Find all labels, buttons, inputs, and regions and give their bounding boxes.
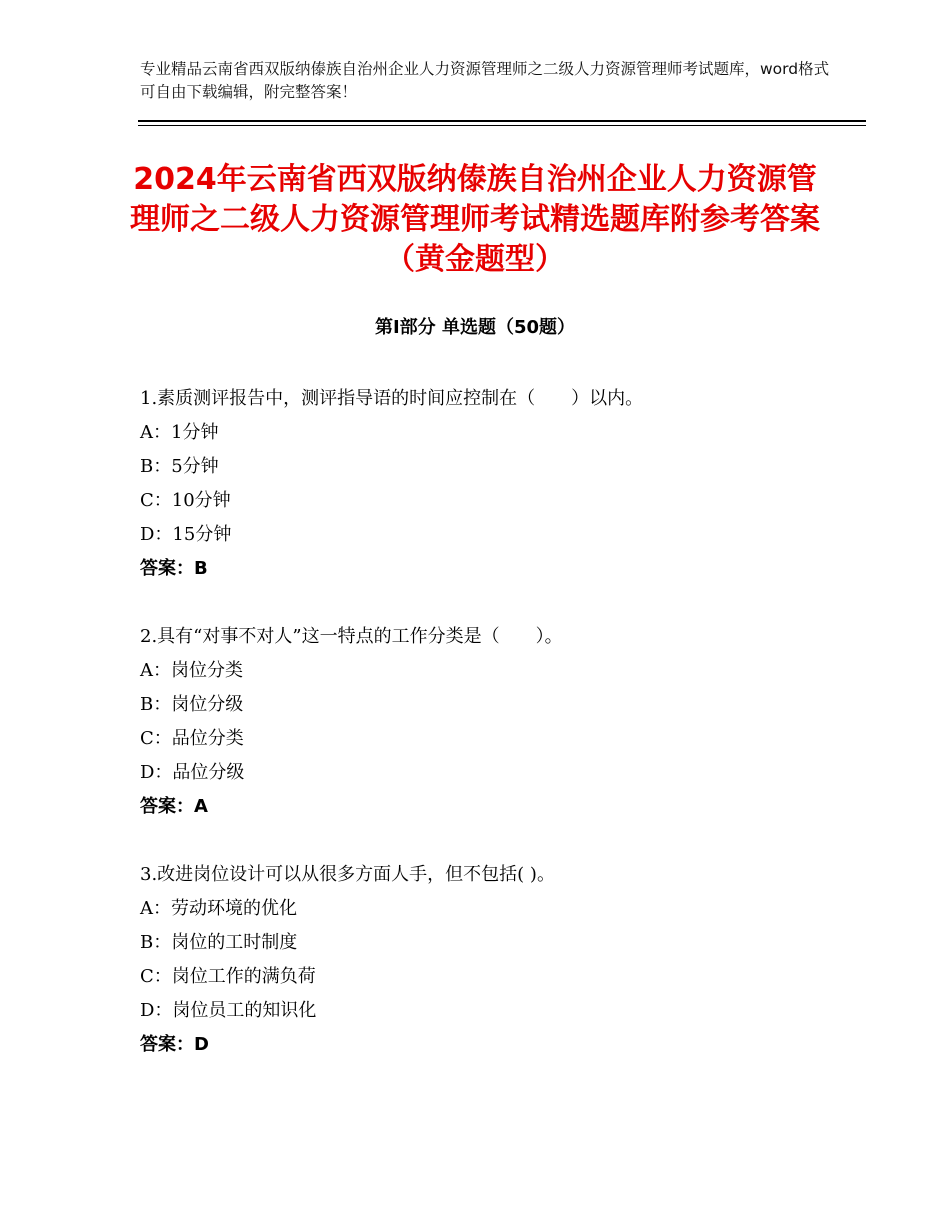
option-d: D：15分钟 [140, 524, 232, 545]
option-d: D：岗位员工的知识化 [140, 1000, 317, 1021]
question-stem: 2.具有“对事不对人”这一特点的工作分类是（ ）。 [140, 626, 563, 647]
header-divider-thick [138, 120, 866, 122]
option-a: A：岗位分类 [140, 660, 243, 681]
option-b: B：5分钟 [140, 456, 219, 477]
option-c: C：品位分类 [140, 728, 244, 749]
answer-label: 答案： [140, 1034, 194, 1055]
option-c: C：10分钟 [140, 490, 231, 511]
answer-line [140, 552, 860, 586]
option-b: B：岗位的工时制度 [140, 932, 298, 953]
header-divider-thin [138, 125, 866, 126]
answer-label: 答案： [140, 558, 194, 579]
option-d: D：品位分级 [140, 762, 245, 783]
question-stem: 3.改进岗位设计可以从很多方面人手，但不包括( )。 [140, 864, 555, 885]
option-b: B：岗位分级 [140, 694, 244, 715]
header-note: 专业精品云南省西双版纳傣族自治州企业人力资源管理师之二级人力资源管理师考试题库，word格式可自由下载编辑，附完整答案！ [140, 60, 830, 101]
answer-line [140, 790, 860, 824]
answer-line [140, 1028, 860, 1062]
question-2 [140, 620, 860, 824]
question-list [140, 382, 860, 1096]
question-1 [140, 382, 860, 586]
option-a: A：1分钟 [140, 422, 219, 443]
option-c: C：岗位工作的满负荷 [140, 966, 316, 987]
question-3 [140, 858, 860, 1062]
answer-value: D [194, 1034, 209, 1055]
option-a: A：劳动环境的优化 [140, 898, 297, 919]
question-stem: 1.素质测评报告中，测评指导语的时间应控制在（ ）以内。 [140, 388, 644, 409]
answer-value: A [194, 796, 208, 817]
answer-label: 答案： [140, 796, 194, 817]
section-title: 第Ⅰ部分 单选题（50题） [374, 317, 575, 338]
answer-value: B [194, 558, 208, 579]
document-title: 2024年云南省西双版纳傣族自治州企业人力资源管理师之二级人力资源管理师考试精选题库附参考答案（黄金题型） [130, 162, 820, 277]
